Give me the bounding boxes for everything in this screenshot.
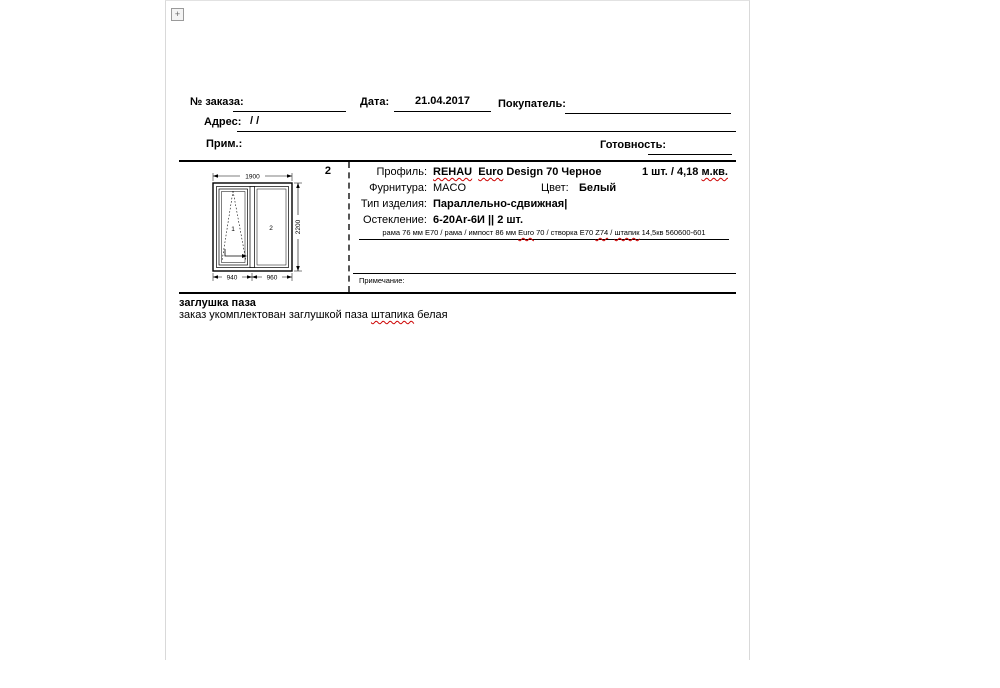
glazing-label: Остекление: [363, 214, 427, 226]
readiness-field[interactable] [648, 138, 732, 155]
hardware-value: MACO [433, 182, 466, 194]
profile-series: Euro [478, 166, 504, 178]
color-label: Цвет: [541, 182, 569, 194]
footer-note-title: заглушка паза [179, 297, 256, 309]
window-impost [250, 187, 255, 268]
profile-rest: Design 70 Черное [506, 166, 602, 178]
order-item-table [179, 160, 736, 294]
remark-separator [353, 273, 736, 274]
dim-width-left: 940 [226, 274, 238, 282]
buyer-field[interactable] [565, 97, 731, 114]
item-position-number: 2 [324, 165, 331, 177]
date-label: Дата: [360, 96, 390, 108]
footer-note-text: заказ укомплектован заглушкой паза штапика белая [179, 309, 448, 321]
dim-width-right: 960 [266, 274, 278, 282]
readiness-label: Готовность: [600, 139, 667, 151]
panel-1-number: 1 [231, 226, 235, 233]
profile-label: Профиль: [376, 166, 427, 178]
cell-divider [348, 162, 350, 292]
document-page [165, 0, 750, 660]
panel-2-number: 2 [269, 225, 273, 232]
buyer-label: Покупатель: [498, 98, 566, 110]
order-no-label: № заказа: [190, 96, 244, 108]
area-value: 1 шт. / 4,18 м.кв. [642, 166, 728, 178]
type-value: Параллельно-сдвижная| [433, 198, 568, 210]
glazing-value: 6-20Ar-6И || 2 шт. [433, 214, 524, 226]
window-drawing [206, 169, 311, 287]
table-move-handle-icon[interactable]: + [171, 8, 184, 21]
address-field[interactable]: / / [237, 115, 736, 132]
color-value: Белый [579, 182, 617, 194]
note-label: Прим.: [206, 138, 243, 150]
profile-value [433, 166, 601, 178]
order-no-field[interactable] [233, 95, 346, 112]
dim-height-total: 2200 [295, 219, 302, 235]
dim-width-total: 1900 [245, 173, 260, 181]
profile-brand: REHAU [433, 166, 473, 178]
hardware-label: Фурнитура: [369, 182, 427, 194]
type-label: Тип изделия: [360, 198, 427, 210]
date-field[interactable]: 21.04.2017 [394, 95, 491, 112]
remark-label: Примечание: [359, 276, 405, 285]
address-label: Адрес: [204, 116, 242, 128]
profile-spec-line: рама 76 мм Е70 / рама / импост 86 мм Euro 70 / створка Е70 Z74 / штапик 14,5кв 560600-601 [359, 228, 729, 240]
